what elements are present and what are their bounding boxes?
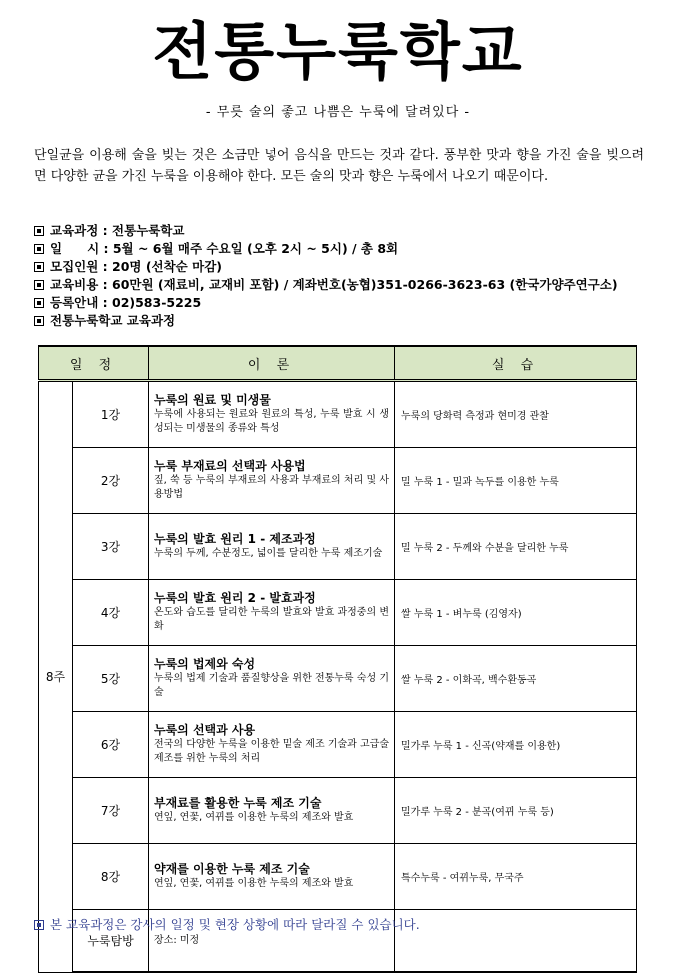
info-item-capacity bbox=[34, 258, 654, 276]
table-row bbox=[39, 844, 637, 910]
info-text: 교육비용 : 60만원 (재료비, 교재비 포함) / 계좌번호(농협)351-0266-3623-63 (한국가양주연구소) bbox=[50, 277, 618, 292]
lecture-number: 7강 bbox=[73, 778, 149, 844]
square-bullet-icon bbox=[34, 244, 44, 254]
week-count-cell: 8주 bbox=[39, 381, 73, 973]
info-list bbox=[34, 222, 654, 330]
page-subtitle: - 무릇 술의 좋고 나쁨은 누룩에 달려있다 - bbox=[205, 105, 471, 120]
footer-note bbox=[34, 915, 654, 933]
theory-cell bbox=[149, 712, 395, 778]
info-text: 모집인원 : 20명 (선착순 마감) bbox=[50, 259, 222, 274]
table-row bbox=[39, 381, 637, 448]
square-bullet-icon bbox=[34, 262, 44, 272]
info-text: 전통누룩학교 교육과정 bbox=[50, 313, 176, 328]
theory-desc: 장소: 미정 bbox=[154, 934, 200, 946]
lecture-number: 5강 bbox=[73, 646, 149, 712]
info-text: 교육과정 : 전통누룩학교 bbox=[50, 223, 185, 238]
square-bullet-icon bbox=[34, 280, 44, 290]
practice-cell: 쌀 누룩 2 - 이화곡, 백수환동곡 bbox=[395, 646, 637, 712]
square-bullet-icon bbox=[34, 316, 44, 326]
page-title: 전통누룩학교 bbox=[152, 15, 524, 88]
theory-desc: 연잎, 연꽃, 여뀌를 이용한 누룩의 제조와 발효 bbox=[154, 812, 354, 823]
theory-title: 누룩 부재료의 선택과 사용법 bbox=[154, 459, 306, 473]
square-bullet-icon bbox=[34, 298, 44, 308]
table-row bbox=[39, 646, 637, 712]
info-item-contact bbox=[34, 294, 654, 312]
lecture-number: 3강 bbox=[73, 514, 149, 580]
practice-cell: 밀 누룩 1 - 밀과 녹두를 이용한 누룩 bbox=[395, 448, 637, 514]
practice-cell: 밀가루 누룩 2 - 분곡(여뀌 누룩 등) bbox=[395, 778, 637, 844]
theory-cell bbox=[149, 381, 395, 448]
theory-cell bbox=[149, 844, 395, 910]
info-item-course bbox=[34, 222, 654, 240]
table-row bbox=[39, 514, 637, 580]
theory-desc: 짚, 쑥 등 누룩의 부재료의 사용과 부재료의 처리 및 사용방법 bbox=[154, 475, 389, 500]
practice-cell: 누룩의 당화력 측정과 현미경 관찰 bbox=[395, 381, 637, 448]
square-bullet-icon bbox=[34, 920, 44, 930]
header-schedule: 일 정 bbox=[39, 346, 149, 381]
theory-desc: 누룩의 법제 기술과 품질향상을 위한 전통누룩 숙성 기술 bbox=[154, 673, 389, 698]
practice-cell: 특수누룩 - 여뀌누룩, 무국주 bbox=[395, 844, 637, 910]
practice-cell: 쌀 누룩 1 - 벼누룩 (김영자) bbox=[395, 580, 637, 646]
theory-desc: 연잎, 연꽃, 여뀌를 이용한 누룩의 제조와 발효 bbox=[154, 878, 354, 889]
lecture-number: 누룩탐방 bbox=[73, 910, 149, 973]
lecture-number: 4강 bbox=[73, 580, 149, 646]
theory-desc: 누룩에 사용되는 원료와 원료의 특성, 누룩 발효 시 생성되는 미생물의 종류와 특성 bbox=[154, 409, 389, 434]
theory-desc: 온도와 습도를 달리한 누룩의 발효와 발효 과정중의 변화 bbox=[154, 607, 389, 632]
header-practice: 실 습 bbox=[395, 346, 637, 381]
lecture-number: 8강 bbox=[73, 844, 149, 910]
header-theory: 이 론 bbox=[149, 346, 395, 381]
theory-title: 누룩의 선택과 사용 bbox=[154, 723, 256, 737]
table-row bbox=[39, 448, 637, 514]
table-header-row bbox=[39, 346, 637, 381]
info-item-schedule bbox=[34, 240, 654, 258]
lecture-number: 1강 bbox=[73, 381, 149, 448]
info-item-curriculum bbox=[34, 312, 654, 330]
table-row bbox=[39, 778, 637, 844]
info-item-fee bbox=[34, 276, 654, 294]
theory-title: 누룩의 원료 및 미생물 bbox=[154, 393, 271, 407]
info-text: 일 시 : 5월 ~ 6월 매주 수요일 (오후 2시 ~ 5시) / 총 8회 bbox=[50, 241, 399, 256]
table-row bbox=[39, 580, 637, 646]
intro-paragraph: 단일균을 이용해 술을 빚는 것은 소금만 넣어 음식을 만드는 것과 같다. 풍부한 맛과 향을 가진 술을 빚으려면 다양한 균을 가진 누룩을 이용해야 한다. 모든 술의 맛과 향은 누룩에서 나오기 때문이다. bbox=[34, 148, 644, 184]
theory-title: 약재를 이용한 누룩 제조 기술 bbox=[154, 862, 310, 876]
lecture-number: 2강 bbox=[73, 448, 149, 514]
theory-cell bbox=[149, 778, 395, 844]
lecture-number: 6강 bbox=[73, 712, 149, 778]
theory-desc: 누룩의 두께, 수분정도, 넓이를 달리한 누룩 제조기술 bbox=[154, 548, 383, 559]
theory-title: 부재료를 활용한 누룩 제조 기술 bbox=[154, 796, 322, 810]
theory-title: 누룩의 발효 원리 1 - 제조과정 bbox=[154, 532, 316, 546]
table-row bbox=[39, 712, 637, 778]
practice-cell: 밀 누룩 2 - 두께와 수분을 달리한 누룩 bbox=[395, 514, 637, 580]
theory-desc: 전국의 다양한 누룩을 이용한 밑술 제조 기술과 고급술 제조를 위한 누룩의 처리 bbox=[154, 739, 389, 764]
theory-title: 누룩의 발효 원리 2 - 발효과정 bbox=[154, 591, 316, 605]
practice-cell: 밀가루 누룩 1 - 신곡(약재를 이용한) bbox=[395, 712, 637, 778]
theory-cell bbox=[149, 514, 395, 580]
square-bullet-icon bbox=[34, 226, 44, 236]
theory-cell bbox=[149, 646, 395, 712]
theory-title: 누룩의 법제와 숙성 bbox=[154, 657, 256, 671]
info-text: 등록안내 : 02)583-5225 bbox=[50, 295, 202, 310]
curriculum-table bbox=[38, 345, 637, 973]
theory-cell bbox=[149, 580, 395, 646]
footer-text: 본 교육과정은 강사의 일정 및 현장 상황에 따라 달라질 수 있습니다. bbox=[50, 917, 420, 932]
theory-cell bbox=[149, 448, 395, 514]
